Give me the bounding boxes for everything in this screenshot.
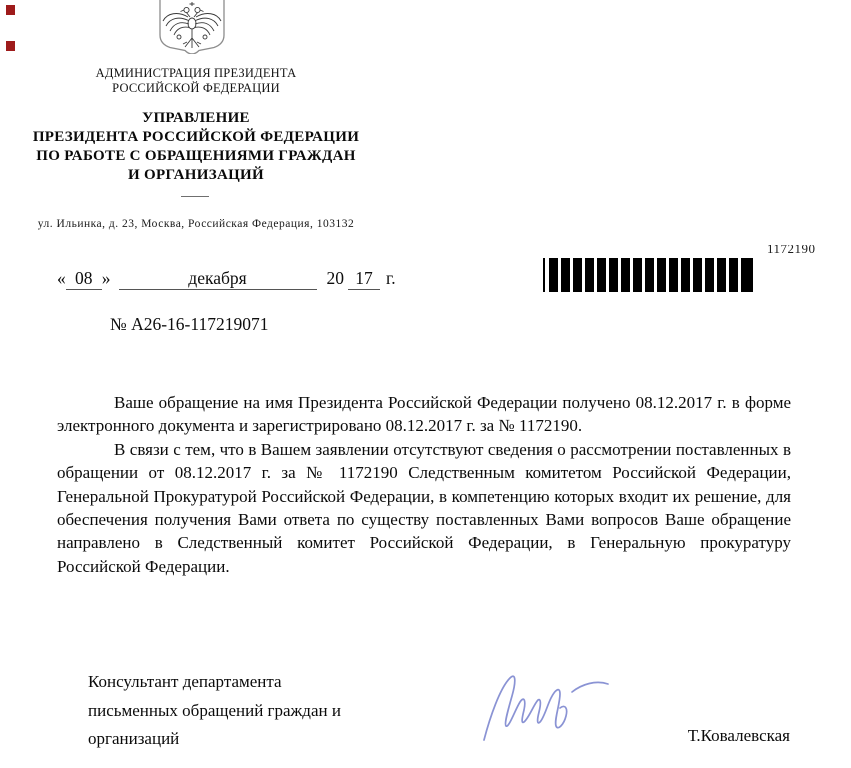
date-century: 20 — [326, 268, 344, 288]
double-headed-eagle — [163, 2, 221, 48]
letter-body — [57, 391, 791, 578]
postal-address: ул. Ильинка, д. 23, Москва, Российская Федерация, 103132 — [37, 218, 355, 230]
department-name-line: ПРЕЗИДЕНТА РОССИЙСКОЙ ФЕДЕРАЦИИ — [32, 129, 360, 145]
department-name-line: И ОРГАНИЗАЦИЙ — [128, 167, 264, 183]
date-month: декабря — [119, 268, 317, 290]
red-registration-mark — [6, 41, 15, 51]
document-number: № А26-16-117219071 — [110, 314, 269, 334]
signer-position-line: Консультант департамента — [88, 672, 282, 691]
date-day: 08 — [66, 268, 102, 290]
body-paragraph: Ваше обращение на имя Президента Российской Федерации получено 08.12.2017 г. в форме электронного документа и зарегистрировано 08.12.2017 г. за № 1172190. — [57, 393, 791, 436]
department-name-line: УПРАВЛЕНИЕ — [142, 110, 250, 126]
date-close-quote: » — [101, 268, 111, 288]
agency-name-line: АДМИНИСТРАЦИЯ ПРЕЗИДЕНТА — [95, 66, 297, 80]
barcode-number: 1172190 — [767, 245, 816, 256]
signer-name: Т.Ковалевская — [687, 726, 790, 745]
date-line — [57, 268, 396, 290]
body-paragraph: В связи с тем, что в Вашем заявлении отсутствуют сведения о рассмотрении поставленных в обращении от 08.12.2017 г. за № 1172190 Следственным комитетом Российской Федерации, Генеральной Прокуратурой Российской Федерации, в компетенцию которых входит их решение, для обеспечения получения Вами ответа по существу поставленных Вами вопросов Ваше обращение направлено в Следственный комитет Российской Федерации, в Генеральную прокуратуру Российской Федерации. — [57, 439, 791, 576]
signer-position-line: письменных обращений граждан и — [88, 700, 341, 720]
signer-position-line: организаций — [88, 729, 180, 748]
date-year: 17 — [348, 268, 380, 290]
coat-of-arms-emblem — [150, 0, 234, 54]
agency-name-line: РОССИЙСКОЙ ФЕДЕРАЦИИ — [112, 81, 280, 95]
red-registration-mark — [6, 5, 15, 15]
department-name — [0, 109, 392, 185]
letterhead-divider — [181, 196, 209, 197]
agency-name — [20, 66, 372, 96]
date-era-suffix: г. — [386, 268, 396, 288]
signer-position — [88, 668, 418, 754]
date-open-quote: « — [57, 268, 66, 288]
signature-ink — [470, 662, 640, 752]
department-name-line: ПО РАБОТЕ С ОБРАЩЕНИЯМИ ГРАЖДАН — [36, 148, 356, 164]
barcode — [543, 258, 757, 292]
